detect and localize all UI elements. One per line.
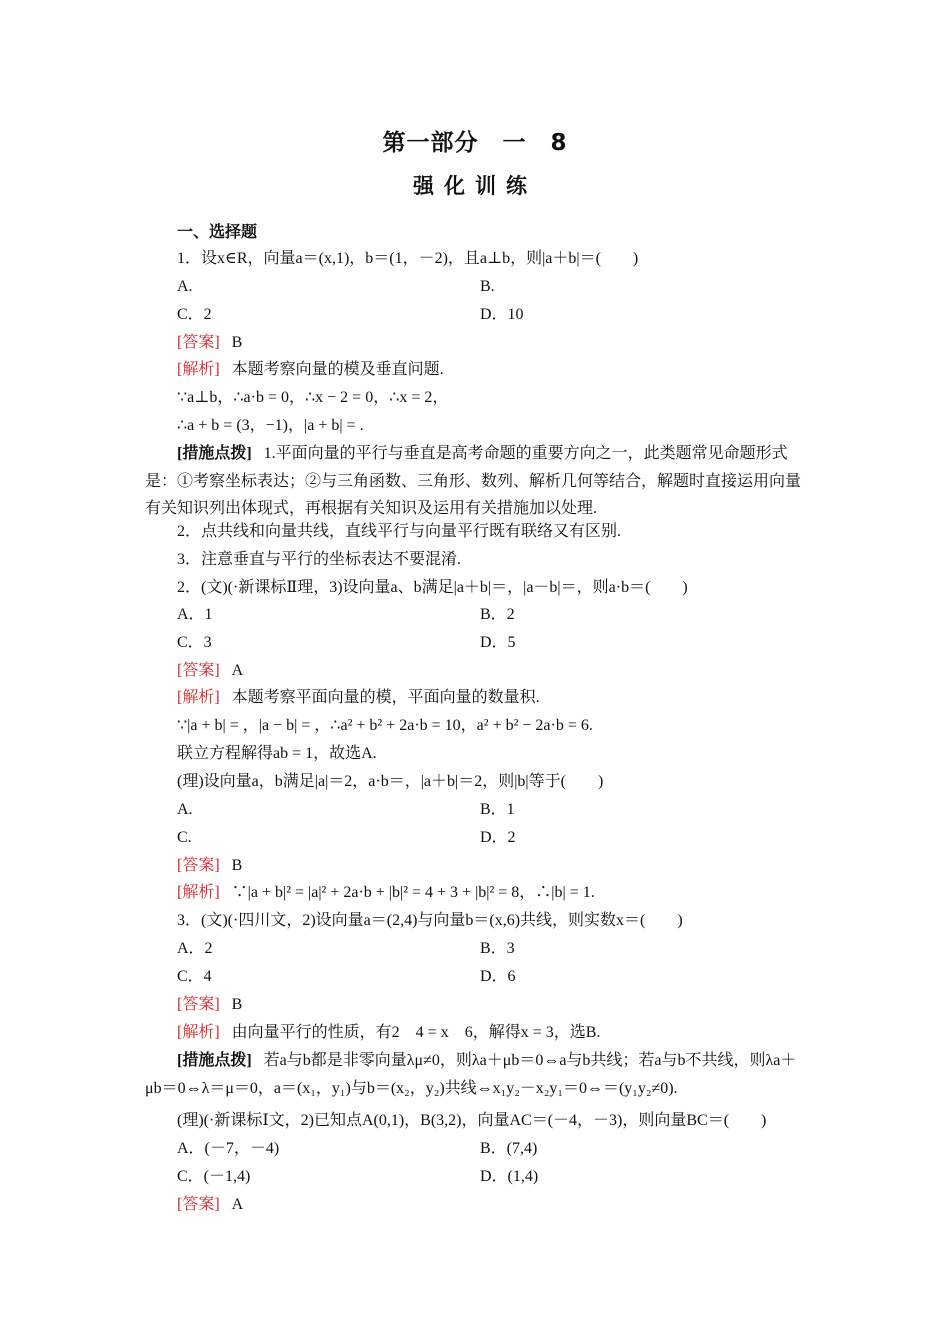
q3-option-b: B．3 bbox=[480, 940, 515, 957]
method-tip-label: [措施点拨] bbox=[177, 445, 252, 462]
section-heading: 一、选择题 bbox=[177, 224, 258, 241]
page-title: 第一部分 一 8 bbox=[382, 130, 568, 156]
method-tip-label: [措施点拨] bbox=[177, 1052, 252, 1069]
method-tip-1 bbox=[145, 440, 807, 523]
method-tip-text: 1.平面向量的平行与垂直是高考命题的重要方向之一，此类题常见命题形式是：①考察坐标表达；②与三角函数、三角形、数列、解析几何等结合，解题时直接运用向量有关知识列出体现式，再根据有关知识及运用有关措施加以处理. bbox=[145, 445, 802, 518]
q1-option-a: A. bbox=[177, 278, 193, 295]
q1-option-b: B. bbox=[480, 278, 495, 295]
answer-value: A bbox=[231, 662, 244, 679]
answer-value: B bbox=[231, 857, 243, 874]
q2li-answer bbox=[177, 855, 242, 877]
analysis-text: ∵|a + b|² = |a|² + 2a·b + |b|² = 4 + 3 + |b|² = 8，∴|b| = 1. bbox=[231, 884, 595, 901]
q1-option-c: C．2 bbox=[177, 306, 212, 323]
q2li-option-d: D．2 bbox=[480, 829, 516, 846]
q2-step-2: 联立方程解得ab = 1，故选A. bbox=[177, 745, 377, 762]
q3li-option-b: B．(7,4) bbox=[480, 1140, 538, 1157]
q2-option-b: B．2 bbox=[480, 606, 515, 623]
q3li-option-a: A．(－7，－4) bbox=[177, 1140, 280, 1157]
page-subtitle: 强化训练 bbox=[413, 174, 537, 198]
method-tip-text: 若a与b都是非零向量λμ≠0，则λa＋μb＝0⇔a与b共线；若a与b不共线，则λa＋μb＝0⇔λ＝μ＝0，a＝(x₁，y₁)与b＝(x₂，y₂)共线⇔x₁y₂－x₂y₁＝0⇔＝(y₁y₂≠0). bbox=[145, 1052, 797, 1097]
analysis-text: 本题考察平面向量的模，平面向量的数量积. bbox=[231, 689, 540, 706]
answer-label: [答案] bbox=[177, 996, 220, 1013]
q2-analysis bbox=[177, 687, 540, 709]
q3-analysis bbox=[177, 1022, 600, 1044]
method-tip-2: 2．点共线和向量共线，直线平行与向量平行既有联络又有区别. bbox=[177, 523, 622, 540]
analysis-label: [解析] bbox=[177, 884, 220, 901]
q2-step-1: ∵|a + b| = ，|a − b| = ，∴a² + b² + 2a·b = 10，a² + b² − 2a·b = 6. bbox=[177, 717, 593, 734]
answer-label: [答案] bbox=[177, 662, 220, 679]
q2-option-a: A．1 bbox=[177, 606, 213, 623]
q3-option-a: A．2 bbox=[177, 940, 213, 957]
q3li-option-d: D．(1,4) bbox=[480, 1168, 539, 1185]
question-3: 3．(文)(·四川文，2)设向量a＝(2,4)与向量b＝(x,6)共线，则实数x＝( ) bbox=[177, 912, 683, 929]
analysis-label: [解析] bbox=[177, 1024, 220, 1041]
q3li-option-c: C．(－1,4) bbox=[177, 1168, 251, 1185]
analysis-label: [解析] bbox=[177, 689, 220, 706]
q1-option-d: D．10 bbox=[480, 306, 524, 323]
q3li-answer bbox=[177, 1194, 243, 1216]
answer-label: [答案] bbox=[177, 334, 220, 351]
question-2-li: (理)设向量a，b满足|a|＝2，a·b＝，|a＋b|＝2，则|b|等于( ) bbox=[177, 773, 604, 790]
q2li-option-c: C. bbox=[177, 829, 192, 846]
q1-step-2: ∴a + b = (3，−1)，|a + b| = . bbox=[177, 417, 364, 434]
answer-value: B bbox=[231, 334, 243, 351]
q1-analysis bbox=[177, 359, 444, 381]
q2-answer bbox=[177, 660, 243, 682]
q3-option-c: C．4 bbox=[177, 968, 212, 985]
analysis-text: 由向量平行的性质，有2 4 = x 6，解得x = 3，选B. bbox=[231, 1024, 601, 1041]
q2li-analysis bbox=[177, 882, 595, 904]
q1-step-1: ∵a⊥b，∴a·b = 0，∴x − 2 = 0，∴x = 2， bbox=[177, 389, 449, 406]
analysis-text: 本题考察向量的模及垂直问题. bbox=[231, 361, 444, 378]
q3-answer bbox=[177, 994, 242, 1016]
answer-value: B bbox=[231, 996, 243, 1013]
q2li-option-a: A. bbox=[177, 801, 193, 818]
answer-value: A bbox=[231, 1196, 244, 1213]
q2-option-c: C．3 bbox=[177, 634, 212, 651]
q2-option-d: D．5 bbox=[480, 634, 516, 651]
q3-option-d: D．6 bbox=[480, 968, 516, 985]
answer-label: [答案] bbox=[177, 857, 220, 874]
answer-label: [答案] bbox=[177, 1196, 220, 1213]
method-tip-3: 3．注意垂直与平行的坐标表达不要混淆. bbox=[177, 551, 462, 568]
question-3-li: (理)(·新课标Ⅰ文，2)已知点A(0,1)，B(3,2)，向量AC＝(－4，－3)，则向量BC＝( ) bbox=[177, 1112, 767, 1129]
question-1: 1．设x∈R，向量a＝(x,1)，b＝(1，－2)，且a⊥b，则|a＋b|＝( ) bbox=[177, 250, 639, 267]
question-2: 2．(文)(·新课标Ⅱ理，3)设向量a、b满足|a＋b|＝，|a－b|＝，则a·b＝( ) bbox=[177, 579, 688, 596]
method-tip-q3 bbox=[145, 1047, 807, 1102]
q2li-option-b: B．1 bbox=[480, 801, 515, 818]
analysis-label: [解析] bbox=[177, 361, 220, 378]
q1-answer bbox=[177, 332, 242, 354]
